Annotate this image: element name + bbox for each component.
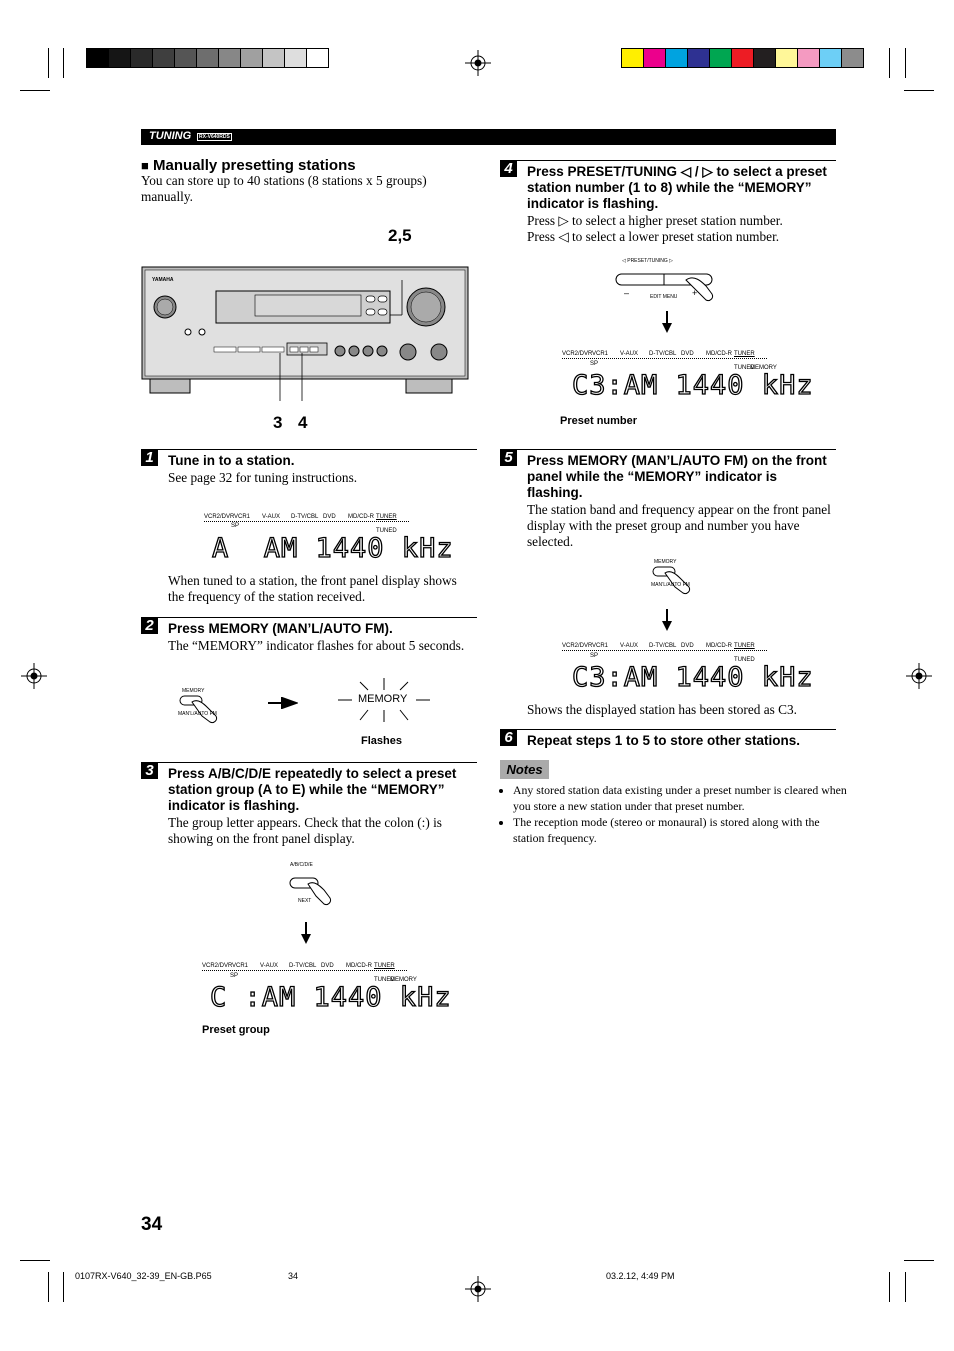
step-4-rule <box>517 160 836 161</box>
input-label: V-AUX <box>620 351 639 357</box>
arrow-right-icon <box>268 697 298 709</box>
color-swatch <box>240 48 263 68</box>
notes-label: Notes <box>500 760 549 779</box>
step-6-rule <box>517 729 836 730</box>
color-swatch <box>621 48 644 68</box>
lcd-readout: C :AM 1440 kHz <box>210 982 452 1013</box>
step-3-body: The group letter appears. Check that the colon (:) is showing on the front panel display. <box>168 815 442 846</box>
input-label: TUNER <box>374 963 395 969</box>
finger-press-icon <box>614 268 722 306</box>
color-swatch <box>86 48 109 68</box>
input-label: VCR2/DVR <box>202 963 233 969</box>
finger-press-icon <box>288 876 338 908</box>
preset-tuning-button-illustration: ◁ PRESET/TUNING ▷ – + EDIT MENU <box>612 256 722 306</box>
color-swatch <box>797 48 820 68</box>
step-6-heading: Repeat steps 1 to 5 to store other stations. <box>527 733 801 748</box>
abcde-button-illustration: A/B/C/D/E NEXT <box>288 862 338 908</box>
memory-indicator: MEMORY <box>390 977 417 983</box>
input-label: TUNER <box>734 351 755 357</box>
step-5-heading: Press MEMORY (MAN’L/AUTO FM) on the front panel while the “MEMORY” indicator is flashing. <box>527 453 827 500</box>
input-label: DVD <box>681 351 694 357</box>
registration-mark-bottom <box>465 1276 491 1302</box>
lcd-readout: A AM 1440 kHz <box>212 533 454 564</box>
sp-indicator: SP <box>590 361 599 367</box>
step-1-number: 1 <box>141 449 158 466</box>
memory-button-illustration: MEMORY MAN’L/AUTO FM <box>651 557 701 601</box>
color-swatch <box>841 48 864 68</box>
input-label: D-TV/CBL <box>649 643 677 649</box>
footer-page: 34 <box>288 1271 299 1281</box>
input-label: VCR1 <box>592 351 609 357</box>
callout-2-5: 2,5 <box>388 226 412 245</box>
color-swatch <box>819 48 842 68</box>
step-2-heading: Press MEMORY (MAN’L/AUTO FM). <box>168 621 393 636</box>
section-name: TUNING <box>149 130 192 142</box>
color-swatch <box>665 48 688 68</box>
color-swatch <box>731 48 754 68</box>
receiver-front-panel <box>140 225 475 435</box>
color-swatch <box>174 48 197 68</box>
square-bullet-icon: ■ <box>141 158 149 173</box>
step-1-after: When tuned to a station, the front panel display shows the frequency of the station received. <box>168 573 457 604</box>
step-2-rule <box>158 617 477 618</box>
input-label: D-TV/CBL <box>289 963 317 969</box>
step-4-heading: Press PRESET/TUNING ◁ / ▷ to select a preset station number (1 to 8) while the “MEMORY” indicator is flashing. <box>527 164 827 211</box>
color-swatch <box>687 48 710 68</box>
tuned-indicator: TUNED <box>376 528 397 534</box>
note-item: • The reception mode (stereo or monaural) is stored along with the station frequency. <box>513 814 853 846</box>
footer-timestamp: 03.2.12, 4:49 PM <box>606 1271 675 1281</box>
arrow-down-icon <box>661 311 673 335</box>
input-label: V-AUX <box>260 963 279 969</box>
footer-filename: 0107RX-V640_32-39_EN-GB.P65 <box>75 1271 212 1281</box>
registration-mark-left <box>21 663 47 689</box>
intro-text: You can store up to 40 stations (8 stations x 5 groups) manually. <box>141 173 427 204</box>
step-1-heading: Tune in to a station. <box>168 453 295 468</box>
step-2-body: The “MEMORY” indicator flashes for about 5 seconds. <box>168 638 465 653</box>
color-swatch <box>218 48 241 68</box>
preset-group-caption: Preset group <box>202 1024 270 1036</box>
input-label: V-AUX <box>262 514 281 520</box>
step-5-rule <box>517 449 836 450</box>
memory-indicator: MEMORY <box>750 365 777 371</box>
input-label: DVD <box>321 963 334 969</box>
lcd-readout: C3:AM 1440 kHz <box>572 662 814 693</box>
color-swatch <box>196 48 219 68</box>
callout-4: 4 <box>298 413 308 432</box>
color-swatch <box>262 48 285 68</box>
input-label: D-TV/CBL <box>291 514 319 520</box>
input-label: MD/CD-R <box>346 963 372 969</box>
step-2-number: 2 <box>141 617 158 634</box>
color-swatch <box>753 48 776 68</box>
step-4-body-1: Press ▷ to select a higher preset station number. <box>527 213 783 228</box>
input-label: DVD <box>681 643 694 649</box>
section-title: ■ Manually presetting stations <box>141 157 356 174</box>
arrow-down-icon <box>661 609 673 633</box>
step-5-number: 5 <box>500 449 517 466</box>
memory-button-illustration: MEMORY MAN’L/AUTO FM <box>178 686 228 730</box>
registration-mark-top <box>465 50 491 76</box>
step-3-number: 3 <box>141 762 158 779</box>
section-header-bar <box>141 129 836 145</box>
model-badge: RX-V640RDS <box>199 134 230 140</box>
selector-underline <box>562 650 767 651</box>
tuned-indicator: TUNED <box>374 977 395 983</box>
color-swatch <box>709 48 732 68</box>
step-1-rule <box>158 449 477 450</box>
input-label: VCR2/DVR <box>562 643 593 649</box>
page-number: 34 <box>141 1214 163 1235</box>
color-swatch <box>643 48 666 68</box>
note-item: • Any stored station data existing under a preset number is cleared when you store a new station under that preset number. <box>513 782 853 814</box>
input-label: DVD <box>323 514 336 520</box>
color-swatch <box>775 48 798 68</box>
memory-flash-indicator: MEMORY <box>336 678 432 726</box>
step-3-rule <box>158 762 477 763</box>
sp-indicator: SP <box>231 523 240 529</box>
input-label: VCR2/DVR <box>562 351 593 357</box>
tuned-indicator: TUNED <box>734 365 755 371</box>
lcd-readout: C3:AM 1440 kHz <box>572 370 814 401</box>
color-swatch <box>284 48 307 68</box>
step-3-heading: Press A/B/C/D/E repeatedly to select a preset station group (A to E) while the “MEMORY” indicator is flashing. <box>168 766 457 813</box>
input-label: MD/CD-R <box>706 351 732 357</box>
input-label: VCR1 <box>234 514 251 520</box>
step-5-after: Shows the displayed station has been stored as C3. <box>527 702 797 717</box>
input-label: MD/CD-R <box>348 514 374 520</box>
step-6-number: 6 <box>500 729 517 746</box>
selector-underline <box>202 970 407 971</box>
selector-underline <box>204 521 409 522</box>
input-label: TUNER <box>376 514 397 520</box>
input-label: VCR1 <box>232 963 249 969</box>
color-swatch <box>108 48 131 68</box>
step-4-body-2: Press ◁ to select a lower preset station number. <box>527 229 780 244</box>
tuned-indicator: TUNED <box>734 657 755 663</box>
flashes-caption: Flashes <box>361 735 402 747</box>
callout-3: 3 <box>273 413 283 432</box>
color-swatch <box>306 48 329 68</box>
step-5-body: The station band and frequency appear on the front panel display with the preset group and number you have selected. <box>527 502 831 549</box>
brand-logo: YAMAHA <box>152 277 174 283</box>
step-1-body: See page 32 for tuning instructions. <box>168 470 358 485</box>
input-label: VCR1 <box>592 643 609 649</box>
selector-underline <box>562 358 767 359</box>
input-label: VCR2/DVR <box>204 514 235 520</box>
sp-indicator: SP <box>590 653 599 659</box>
preset-number-caption: Preset number <box>560 415 638 427</box>
notes-list <box>500 782 853 846</box>
step-4-number: 4 <box>500 160 517 177</box>
registration-mark-right <box>906 663 932 689</box>
color-swatch <box>152 48 175 68</box>
input-label: V-AUX <box>620 643 639 649</box>
sp-indicator: SP <box>230 973 239 979</box>
color-swatch <box>130 48 153 68</box>
arrow-down-icon <box>300 922 312 946</box>
input-label: D-TV/CBL <box>649 351 677 357</box>
input-label: MD/CD-R <box>706 643 732 649</box>
input-label: TUNER <box>734 643 755 649</box>
